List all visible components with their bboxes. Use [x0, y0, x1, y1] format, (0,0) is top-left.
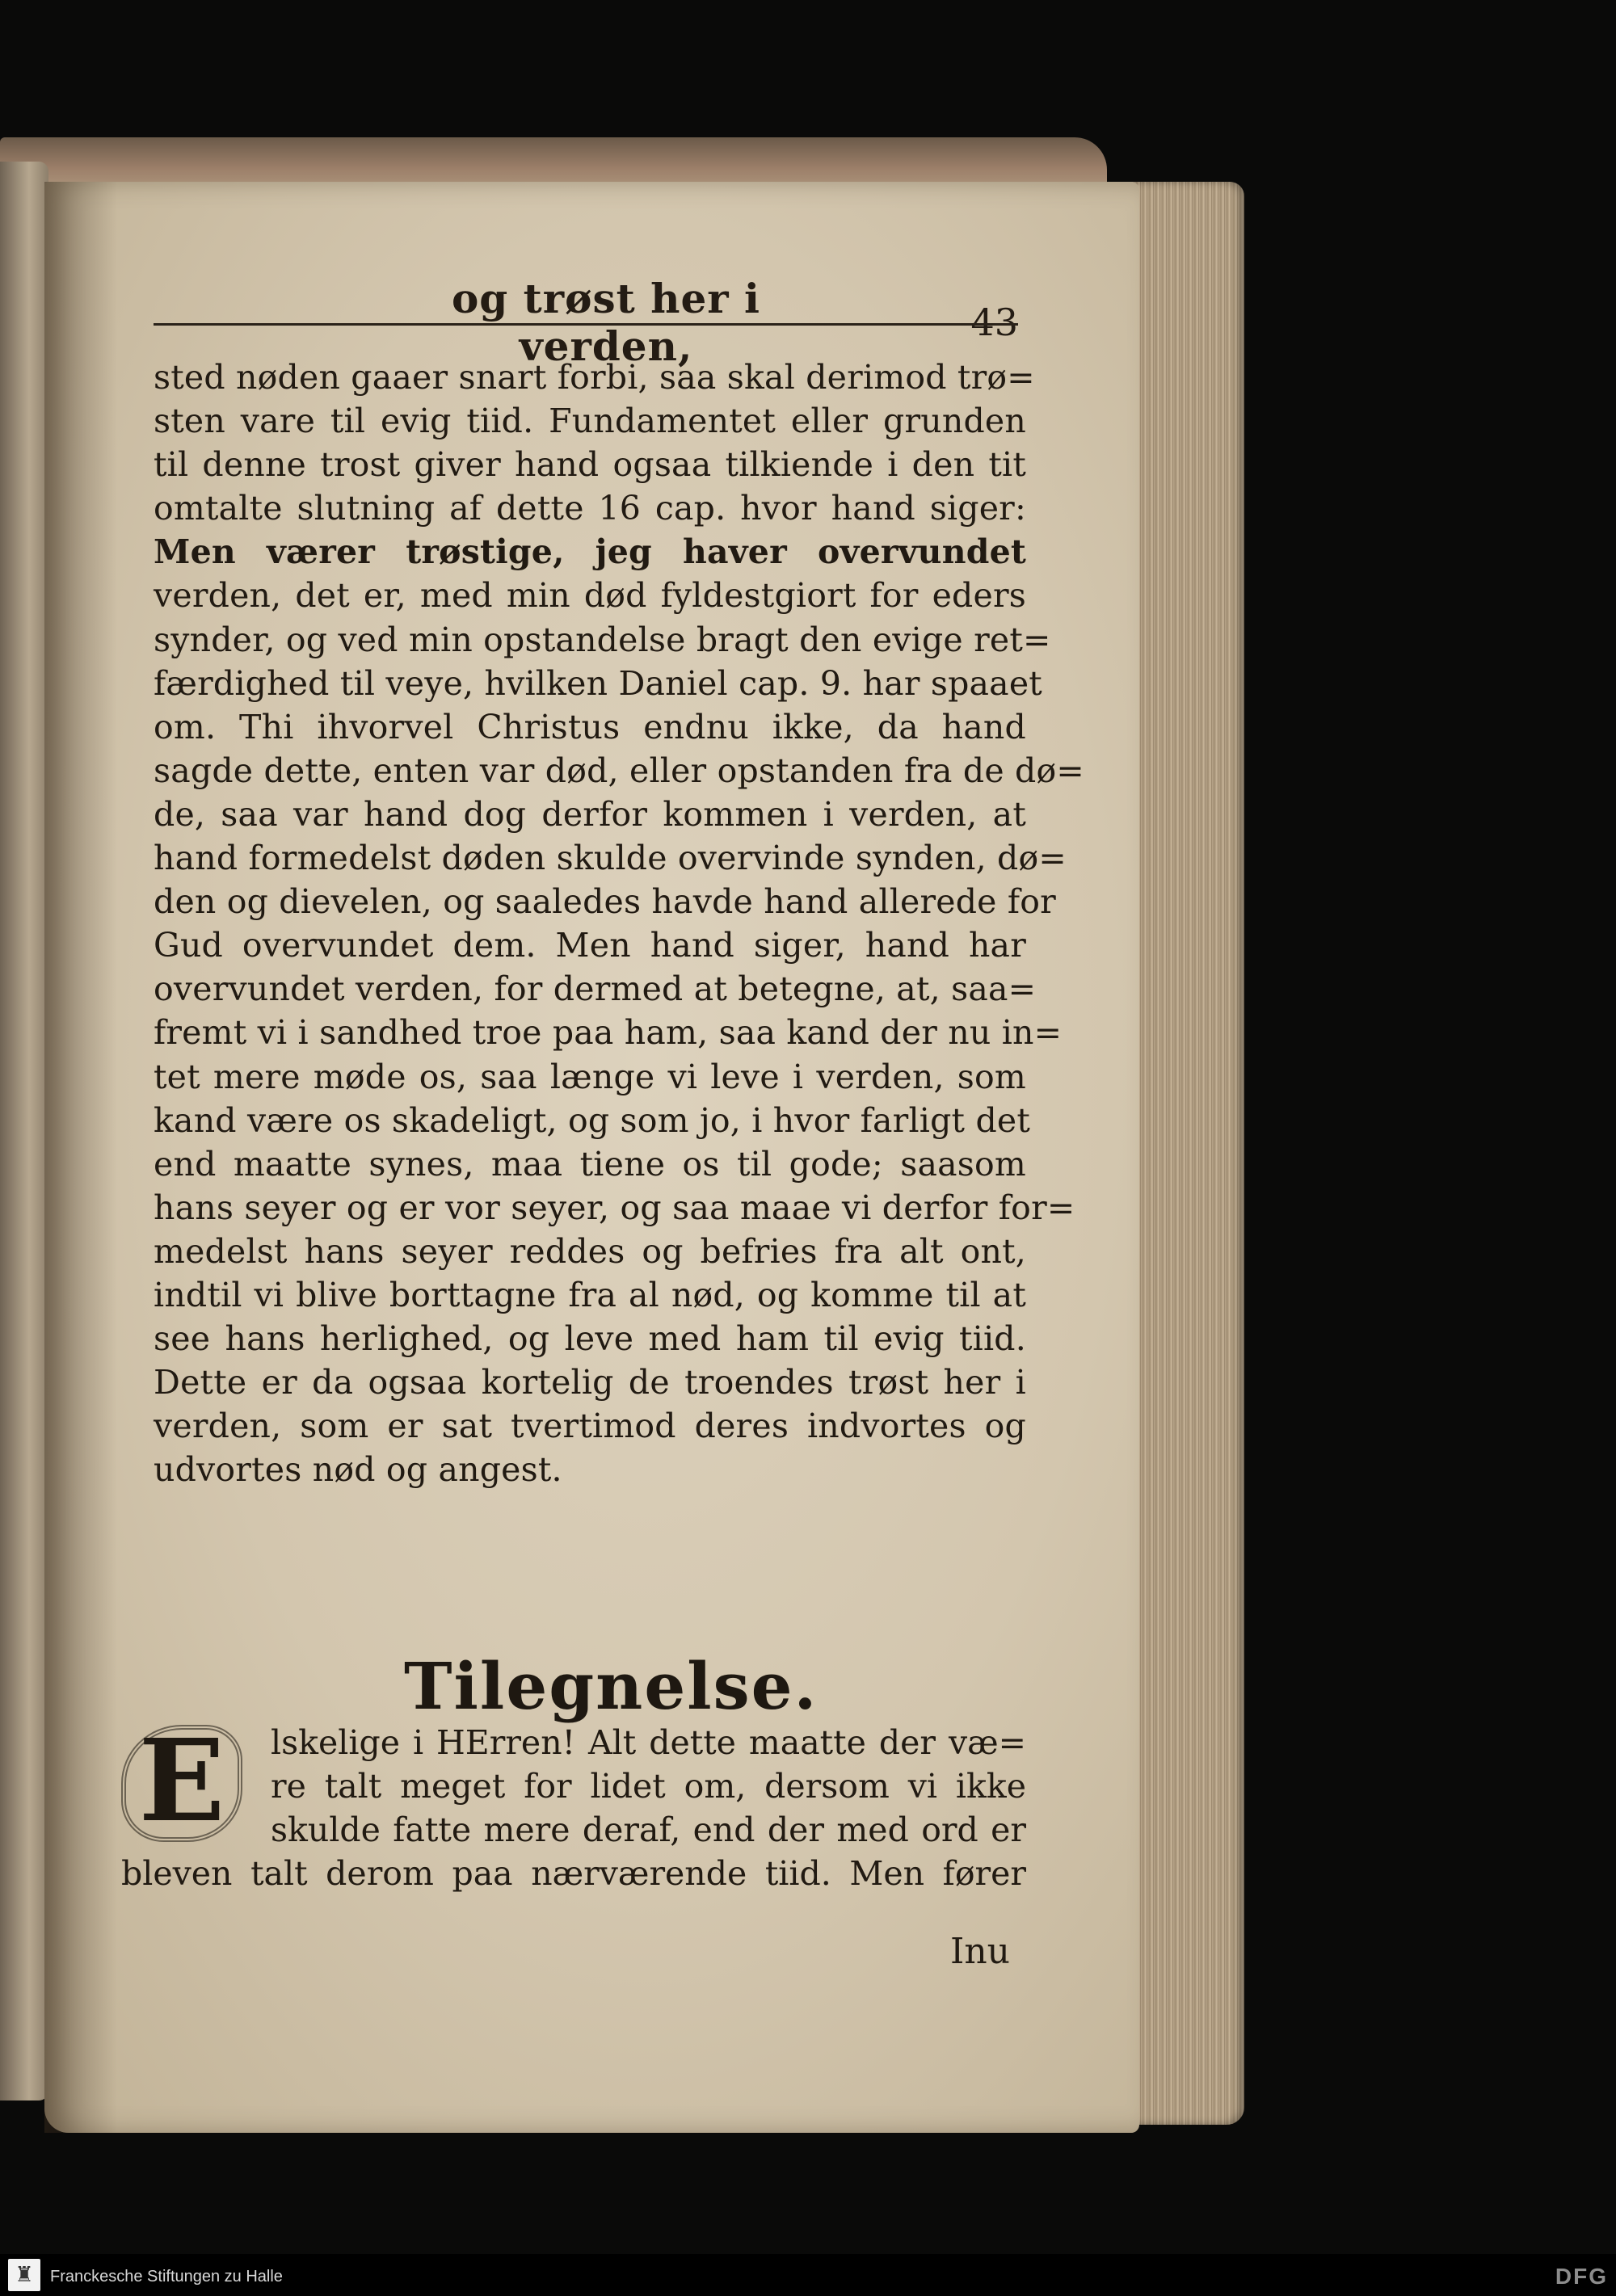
text-line: Dette er da ogsaa kortelig de troendes trøst her i: [154, 1363, 1026, 1402]
page-number: 43: [970, 301, 1018, 344]
text-line: lskelige i HErren! Alt dette maatte der væ=: [271, 1723, 1026, 1762]
institution-logo-icon: ♜: [8, 2259, 40, 2291]
catchword: Inu: [949, 1931, 1010, 1972]
text-line: sted nøden gaaer snart forbi, saa skal derimod trø=: [154, 358, 1035, 397]
text-line: udvortes nød og angest.: [154, 1450, 562, 1490]
text-line: indtil vi blive borttagne fra al nød, og komme til at: [154, 1275, 1026, 1314]
text-line: verden, som er sat tvertimod deres indvortes og: [154, 1407, 1026, 1446]
text-line: Gud overvundet dem. Men hand siger, hand har: [154, 926, 1026, 965]
text-line: overvundet verden, for dermed at betegne, at, saa=: [154, 969, 1037, 1009]
text-line: sagde dette, enten var død, eller opstanden fra de dø=: [154, 751, 1084, 790]
funder-logo: DFG: [1555, 2264, 1608, 2289]
text-line: omtalte slutning af dette 16 cap. hvor hand siger:: [154, 489, 1026, 528]
text-line: synder, og ved min opstandelse bragt den evige ret=: [154, 620, 1051, 659]
text-line: re talt meget for lidet om, dersom vi ikke: [271, 1767, 1026, 1806]
section-heading: Tilegnelse.: [404, 1648, 819, 1724]
text-line: fremt vi i sandhed troe paa ham, saa kand der nu in=: [154, 1013, 1063, 1053]
text-line: Men værer trøstige, jeg haver overvundet: [154, 532, 1026, 572]
main-paragraph: [154, 355, 1084, 1491]
text-line: bleven talt derom paa nærværende tiid. Men fører: [121, 1854, 1026, 1893]
text-line: verden, det er, med min død fyldestgiort for eders: [154, 576, 1026, 616]
running-head: og trøst her i verden,: [451, 275, 761, 370]
text-line: medelst hans seyer reddes og befries fra alt ont,: [154, 1231, 1026, 1271]
text-line: til denne trost giver hand ogsaa tilkiende i den tit: [154, 445, 1026, 485]
text-line: see hans herlighed, og leve med ham til evig tiid.: [154, 1319, 1026, 1359]
institution-label: Franckesche Stiftungen zu Halle: [50, 2268, 283, 2285]
left-page-edge: [0, 162, 48, 2100]
second-paragraph: [121, 1715, 1026, 1895]
text-line: hans seyer og er vor seyer, og saa maae vi derfor for=: [154, 1188, 1075, 1227]
text-line: den og dievelen, og saaledes havde hand allerede for: [154, 882, 1056, 922]
text-line: tet mere møde os, saa længe vi leve i verden, som: [154, 1057, 1026, 1096]
text-line: end maatte synes, maa tiene os til gode; saasom: [154, 1144, 1026, 1184]
header-rule: [154, 323, 1018, 326]
drop-cap: E: [138, 1715, 225, 1848]
text-line: skulde fatte mere deraf, end der med ord er: [271, 1810, 1026, 1849]
text-line: om. Thi ihvorvel Christus endnu ikke, da hand: [154, 707, 1026, 746]
text-line: hand formedelst døden skulde overvinde synden, dø=: [154, 839, 1067, 878]
text-line: færdighed til veye, hvilken Daniel cap. 9. har spaaet: [154, 663, 1042, 703]
text-line: sten vare til evig tiid. Fundamentet eller grunden: [154, 402, 1026, 441]
text-line: kand være os skadeligt, og som jo, i hvor farligt det: [154, 1100, 1031, 1140]
text-line: de, saa var hand dog derfor kommen i verden, at: [154, 794, 1026, 834]
